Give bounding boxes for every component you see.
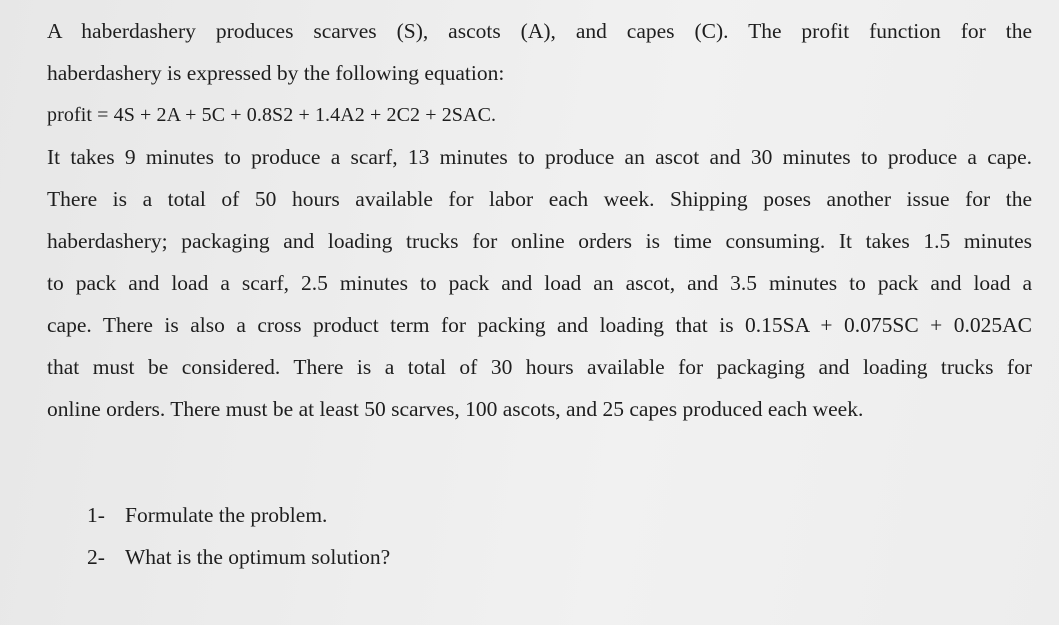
question-number: 1- <box>87 503 105 527</box>
problem-line-1: A haberdashery produces scarves (S), ascots (A), and capes (C). The profit function for the <box>47 19 1032 43</box>
question-list <box>87 494 390 578</box>
problem-line-6: haberdashery; packaging and loading trucks for online orders is time consuming. It takes 1.5 minutes <box>47 229 1032 253</box>
problem-line-5: There is a total of 50 hours available for labor each week. Shipping poses another issue for the <box>47 187 1032 211</box>
problem-line-2: haberdashery is expressed by the following equation: <box>47 61 505 85</box>
problem-line-10: online orders. There must be at least 50 scarves, 100 ascots, and 25 capes produced each week. <box>47 397 864 421</box>
question-text: What is the optimum solution? <box>125 545 391 569</box>
problem-line-7: to pack and load a scarf, 2.5 minutes to pack and load an ascot, and 3.5 minutes to pack and load a <box>47 271 1032 295</box>
question-item <box>87 494 390 536</box>
question-number: 2- <box>87 545 105 569</box>
problem-line-4: It takes 9 minutes to produce a scarf, 13 minutes to produce an ascot and 30 minutes to produce a cape. <box>47 145 1032 169</box>
question-item <box>87 536 390 578</box>
problem-line-8: cape. There is also a cross product term for packing and loading that is 0.15SA + 0.075SC + 0.025AC <box>47 313 1032 337</box>
question-text: Formulate the problem. <box>125 503 328 527</box>
profit-equation: profit = 4S + 2A + 5C + 0.8S2 + 1.4A2 + 2C2 + 2SAC. <box>47 104 497 126</box>
problem-line-9: that must be considered. There is a total of 30 hours available for packaging and loading trucks for <box>47 355 1032 379</box>
problem-statement <box>47 10 1032 430</box>
